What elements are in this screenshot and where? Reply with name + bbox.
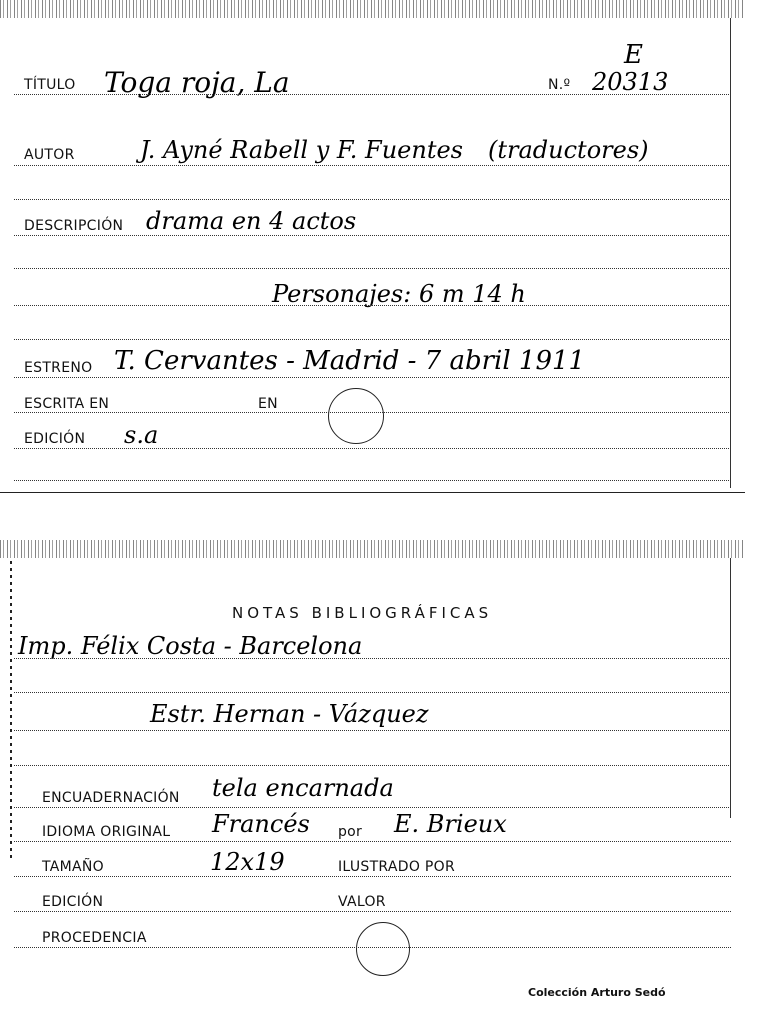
tamano-value: 12x19: [210, 848, 285, 876]
stamp-circle: [328, 388, 384, 444]
tamano-label: TAMAÑO: [42, 859, 104, 875]
procedencia-label: PROCEDENCIA: [42, 930, 147, 946]
rule: [14, 658, 731, 659]
titulo-label: TÍTULO: [24, 77, 76, 93]
rule: [14, 448, 731, 449]
en-label: EN: [258, 396, 278, 412]
rule: [14, 377, 731, 378]
descripcion-label: DESCRIPCIÓN: [24, 218, 124, 234]
autor-value: J. Ayné Rabell y F. Fuentes: [140, 136, 463, 164]
corner-mark: E: [624, 40, 643, 70]
rule: [14, 268, 731, 269]
catalog-card-back: [0, 540, 745, 1028]
numero-value: 20313: [592, 68, 669, 96]
idioma-value: Francés: [212, 810, 310, 838]
rule: [14, 412, 731, 413]
ilustrado-label: ILUSTRADO POR: [338, 859, 455, 875]
rule: [14, 765, 731, 766]
descripcion-value: drama en 4 actos: [146, 207, 357, 235]
stamp-circle: [356, 922, 410, 976]
personajes-note: Personajes: 6 m 14 h: [272, 280, 526, 308]
card-right-edge: [730, 18, 732, 488]
estreno-value: T. Cervantes - Madrid - 7 abril 1911: [114, 346, 586, 376]
notas-heading: NOTAS BIBLIOGRÁFICAS: [232, 604, 493, 622]
rule: [14, 339, 731, 340]
idioma-label: IDIOMA ORIGINAL: [42, 824, 171, 840]
estreno-label: ESTRENO: [24, 360, 93, 376]
rule: [14, 730, 731, 731]
rule: [14, 807, 731, 808]
por-label: por: [338, 824, 363, 840]
encuadernacion-label: ENCUADERNACIÓN: [42, 790, 180, 806]
card-top-border: [0, 0, 745, 18]
escrita-en-label: ESCRITA EN: [24, 396, 110, 412]
edicion-label: EDICIÓN: [24, 431, 86, 447]
rule: [14, 199, 731, 200]
rule: [14, 911, 731, 912]
por-value: E. Brieux: [394, 810, 507, 838]
rule: [14, 305, 731, 306]
note-line-1: Imp. Félix Costa - Barcelona: [18, 632, 363, 660]
numero-label: N.º: [548, 77, 571, 93]
edicion-label-2: EDICIÓN: [42, 894, 104, 910]
autor-label: AUTOR: [24, 147, 75, 163]
rule: [14, 947, 731, 948]
rule: [14, 94, 731, 95]
rule: [14, 165, 731, 166]
rule: [14, 235, 731, 236]
rule: [14, 876, 731, 877]
collection-footer: Colección Arturo Sedó: [528, 986, 666, 999]
rule: [14, 692, 731, 693]
valor-label: VALOR: [338, 894, 386, 910]
titulo-value: Toga roja, La: [104, 66, 290, 99]
note-line-2: Estr. Hernan - Vázquez: [150, 700, 429, 728]
edicion-value: s.a: [124, 421, 159, 449]
rule: [14, 480, 731, 481]
encuadernacion-value: tela encarnada: [212, 774, 394, 802]
catalog-card-front: [0, 0, 745, 493]
card-top-border: [0, 540, 745, 558]
card-right-edge: [730, 558, 732, 818]
autor-note: (traductores): [488, 136, 649, 164]
card-left-edge: [10, 558, 12, 858]
rule: [14, 841, 731, 842]
